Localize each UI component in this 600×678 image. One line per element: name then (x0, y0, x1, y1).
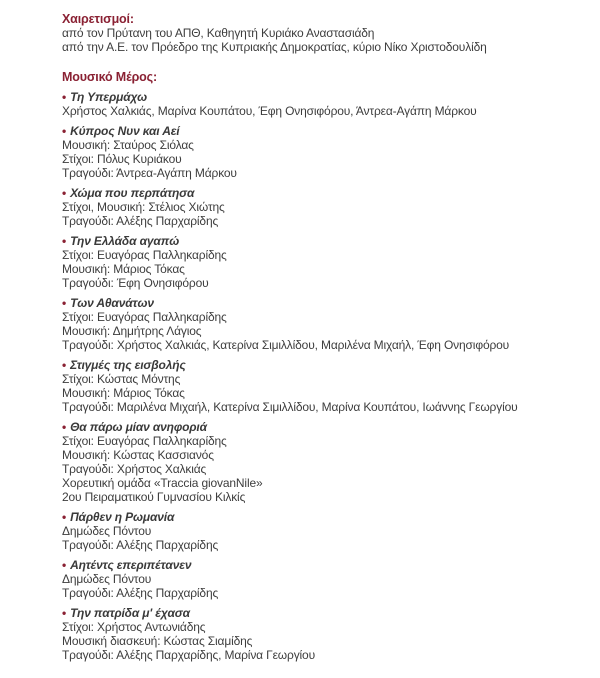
song-detail-line: Στίχοι: Ευαγόρας Παλληκαρίδης (62, 310, 227, 324)
song-detail-line: Τραγούδι: Χρήστος Χαλκιάς (62, 462, 207, 476)
song-detail-line: Στίχοι, Μουσική: Στέλιος Χιώτης (62, 200, 225, 214)
song-details (62, 434, 570, 504)
song-detail-line: Στίχοι: Ευαγόρας Παλληκαρίδης (62, 434, 227, 448)
bullet-icon: • (62, 186, 67, 200)
song-details (62, 104, 570, 118)
song-title-text: Χώμα που περπάτησα (70, 186, 195, 200)
song-title (62, 558, 570, 572)
greeting-line: από τον Πρύτανη του ΑΠΘ, Καθηγητή Κυριάκο Αναστασιάδη (62, 26, 375, 40)
song-details (62, 572, 570, 600)
song-detail-line: Τραγούδι: Αλέξης Παρχαρίδης, Μαρίνα Γεωργίου (62, 648, 315, 662)
bullet-icon: • (62, 510, 67, 524)
song-detail-line: Μουσική: Μάριος Τόκας (62, 262, 185, 276)
bullet-icon: • (62, 296, 67, 310)
song-details (62, 372, 570, 414)
song-title-text: Στιγμές της εισβολής (70, 358, 186, 372)
song-title (62, 606, 570, 620)
greeting-line: από την Α.Ε. τον Πρόεδρο της Κυπριακής Δημοκρατίας, κύριο Νίκο Χριστοδουλίδη (62, 40, 487, 54)
song-detail-line: Στίχοι: Χρήστος Αντωνιάδης (62, 620, 206, 634)
greetings-heading: Χαιρετισμοί: (62, 12, 134, 26)
song-details (62, 248, 570, 290)
song-details (62, 524, 570, 552)
song-title (62, 296, 570, 310)
song-detail-line: Μουσική: Δημήτρης Λάγιος (62, 324, 202, 338)
song-detail-line: Δημώδες Πόντου (62, 572, 152, 586)
bullet-icon: • (62, 124, 67, 138)
song-title-text: Αητέντς επεριπέτανεν (70, 558, 192, 572)
song-detail-line: Τραγούδι: Αλέξης Παρχαρίδης (62, 586, 219, 600)
song-detail-line: Δημώδες Πόντου (62, 524, 152, 538)
song-entry (62, 124, 570, 180)
song-title-text: Τη Υπερμάχω (70, 90, 147, 104)
music-section-heading: Μουσικό Μέρος: (62, 70, 157, 84)
song-detail-line: Μουσική: Μάριος Τόκας (62, 386, 185, 400)
song-detail-line: Τραγούδι: Αλέξης Παρχαρίδης (62, 538, 219, 552)
song-entry (62, 186, 570, 228)
song-entry (62, 358, 570, 414)
song-detail-line: Τραγούδι: Αλέξης Παρχαρίδης (62, 214, 219, 228)
song-entry (62, 296, 570, 352)
song-entry (62, 234, 570, 290)
song-title-text: Κύπρος Νυν και Αεί (70, 124, 180, 138)
song-detail-line: Μουσική: Κώστας Κασσιανός (62, 448, 214, 462)
song-detail-line: Μουσική: Σταύρος Σιόλας (62, 138, 194, 152)
song-title (62, 124, 570, 138)
song-title-text: Των Αθανάτων (70, 296, 154, 310)
song-details (62, 620, 570, 662)
bullet-icon: • (62, 558, 67, 572)
song-entry (62, 606, 570, 662)
song-details (62, 138, 570, 180)
song-details (62, 310, 570, 352)
song-title-text: Την Ελλάδα αγαπώ (70, 234, 180, 248)
bullet-icon: • (62, 234, 67, 248)
song-title-text: Την πατρίδα μ' έχασα (70, 606, 190, 620)
song-entry (62, 420, 570, 504)
song-details (62, 200, 570, 228)
song-title (62, 510, 570, 524)
song-title (62, 90, 570, 104)
song-title (62, 420, 570, 434)
song-detail-line: 2ου Πειραματικού Γυμνασίου Κιλκίς (62, 490, 246, 504)
song-detail-line: Τραγούδι: Χρήστος Χαλκιάς, Κατερίνα Σιμιλλίδου, Μαριλένα Μιχαήλ, Έφη Ονησιφόρου (62, 338, 510, 352)
song-title-text: Θα πάρω μίαν ανηφοριά (70, 420, 207, 434)
song-entry (62, 90, 570, 118)
song-list (62, 90, 570, 662)
song-detail-line: Χρήστος Χαλκιάς, Μαρίνα Κουπάτου, Έφη Ονησιφόρου, Άντρεα-Αγάπη Μάρκου (62, 104, 477, 118)
song-entry (62, 510, 570, 552)
song-detail-line: Χορευτική ομάδα «Traccia giovanNile» (62, 476, 263, 490)
song-entry (62, 558, 570, 600)
song-title (62, 358, 570, 372)
song-title-text: Πάρθεν η Ρωμανία (70, 510, 175, 524)
bullet-icon: • (62, 420, 67, 434)
song-detail-line: Στίχοι: Πόλυς Κυριάκου (62, 152, 182, 166)
bullet-icon: • (62, 358, 67, 372)
song-title (62, 234, 570, 248)
song-detail-line: Στίχοι: Ευαγόρας Παλληκαρίδης (62, 248, 227, 262)
song-detail-line: Τραγούδι: Άντρεα-Αγάπη Μάρκου (62, 166, 237, 180)
song-detail-line: Τραγούδι: Έφη Ονησιφόρου (62, 276, 209, 290)
song-title (62, 186, 570, 200)
song-detail-line: Τραγούδι: Μαριλένα Μιχαήλ, Κατερίνα Σιμιλλίδου, Μαρίνα Κουπάτου, Ιωάννης Γεωργίου (62, 400, 518, 414)
song-detail-line: Στίχοι: Κώστας Μόντης (62, 372, 181, 386)
song-detail-line: Μουσική διασκευή: Κώστας Σιαμίδης (62, 634, 253, 648)
bullet-icon: • (62, 606, 67, 620)
bullet-icon: • (62, 90, 67, 104)
